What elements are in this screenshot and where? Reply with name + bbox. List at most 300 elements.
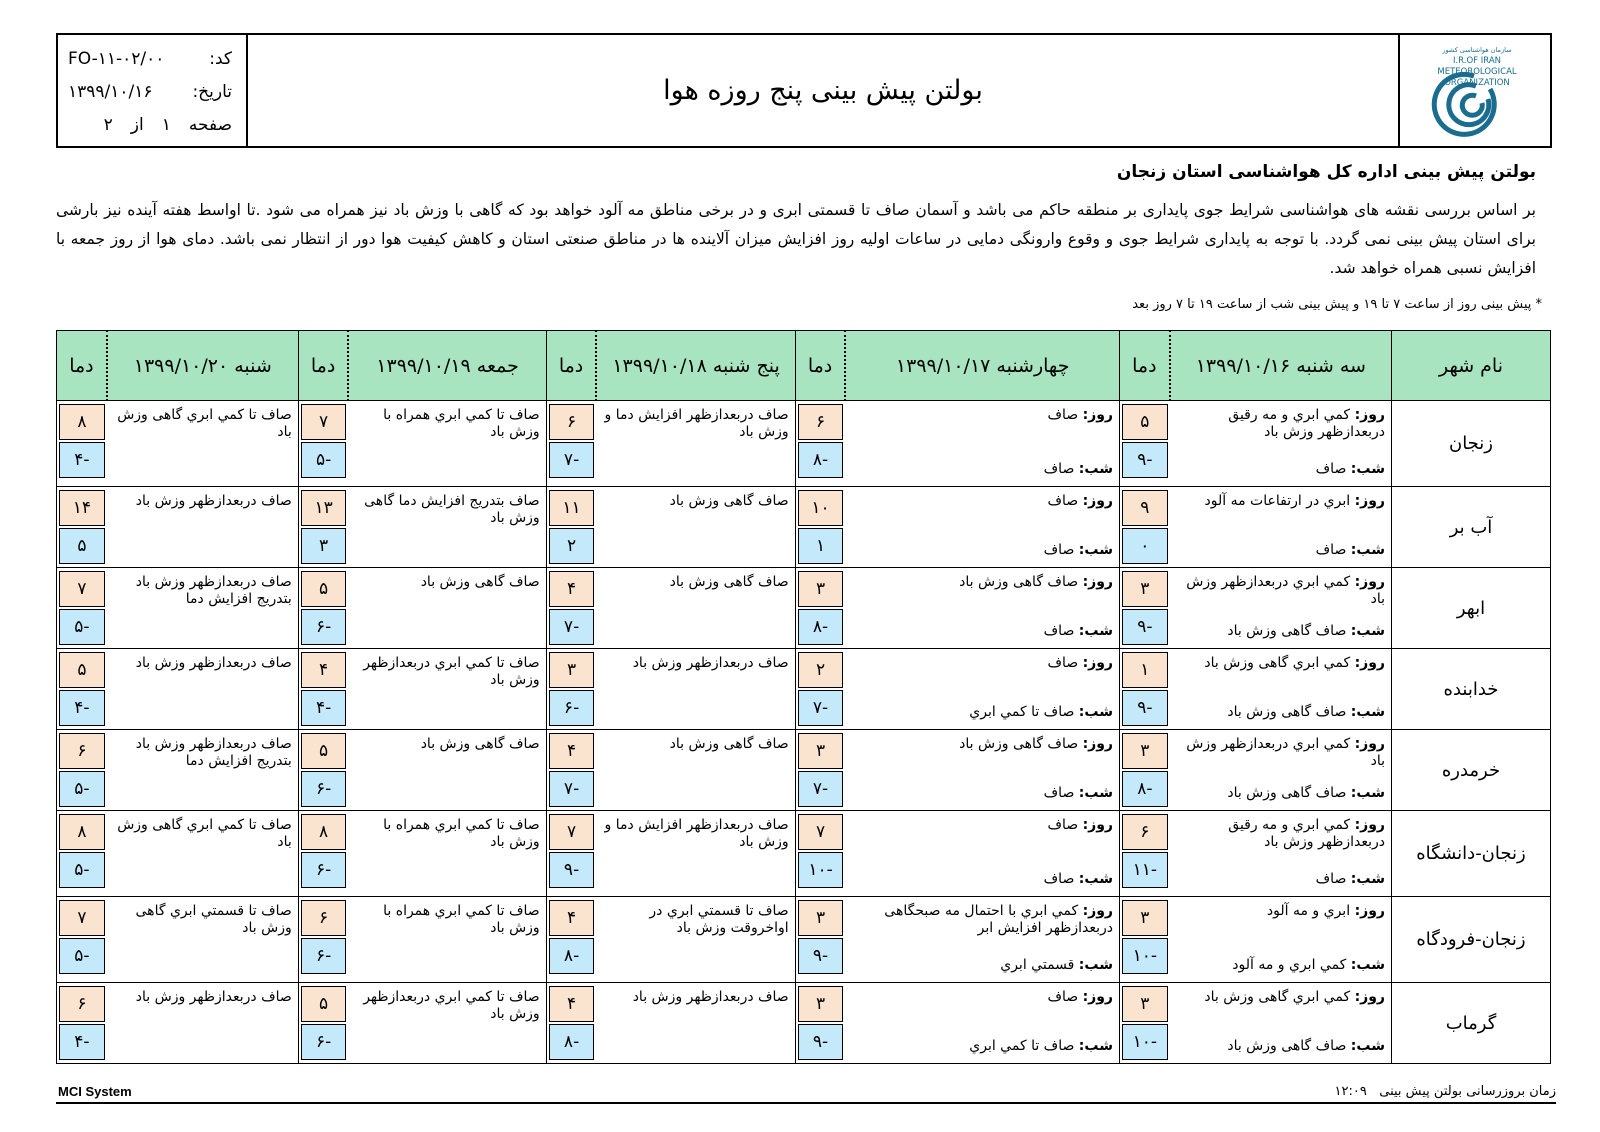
table-row	[57, 897, 1551, 983]
min-temperature: -۸	[798, 442, 844, 478]
day-forecast-text: كمي ابري گاهی وزش باد	[1204, 655, 1351, 671]
bulletin-heading: بولتن پیش بینی اداره کل هواشناسی استان زنجان	[1116, 162, 1536, 182]
min-temperature: -۱۰	[798, 852, 844, 888]
max-temperature: ۳	[798, 733, 844, 769]
min-temperature: -۵	[59, 771, 105, 807]
forecast-description	[107, 487, 298, 568]
night-forecast-text: صاف تا كمي ابري	[969, 1038, 1075, 1054]
night-forecast-text: صاف گاهی وزش باد	[1227, 704, 1347, 720]
forecast-description	[845, 568, 1119, 649]
forecast-description	[596, 897, 795, 983]
night-label: شب:	[1350, 704, 1385, 720]
forecast-text: صاف گاهی وزش باد	[669, 574, 789, 590]
day-forecast-text: صاف	[1047, 989, 1079, 1005]
night-forecast-text: صاف گاهی وزش باد	[1227, 785, 1347, 801]
temperature-pair	[299, 649, 349, 729]
day-forecast-text: كمي ابري با احتمال مه صبحگاهی دربعدازظهر افزایش ابر	[884, 903, 1113, 936]
forecast-description	[1170, 568, 1392, 649]
min-temperature: -۴	[59, 442, 105, 478]
table-row	[57, 730, 1551, 811]
day-forecast-text: ابري و مه آلود	[1266, 903, 1351, 919]
temperature-pair	[299, 401, 349, 481]
day-forecast-text: صاف	[1047, 655, 1079, 671]
min-temperature: -۶	[301, 938, 347, 974]
min-temperature: ۰	[1122, 528, 1168, 564]
temperature-cell	[57, 401, 107, 487]
night-forecast	[1174, 957, 1385, 974]
min-temperature: -۹	[1122, 442, 1168, 478]
forecast-description	[348, 897, 546, 983]
temperature-cell	[57, 649, 107, 730]
min-temperature: -۶	[301, 1024, 347, 1060]
temperature-pair	[57, 730, 107, 810]
night-forecast	[849, 871, 1113, 888]
city-name: زنجان	[1391, 401, 1550, 487]
min-temperature: -۵	[59, 609, 105, 645]
night-forecast-text: صاف	[1315, 871, 1347, 887]
min-temperature: -۴	[59, 1024, 105, 1060]
max-temperature: ۱۴	[59, 490, 105, 526]
temperature-cell	[57, 730, 107, 811]
night-forecast-text: صاف	[1315, 461, 1347, 477]
max-temperature: ۸	[301, 814, 347, 850]
max-temperature: ۶	[59, 733, 105, 769]
temperature-cell	[546, 649, 596, 730]
max-temperature: ۳	[798, 900, 844, 936]
night-label: شب:	[1350, 1038, 1385, 1054]
date-label: تاریخ:	[192, 82, 232, 102]
forecast-description	[596, 401, 795, 487]
day-forecast	[849, 574, 1113, 591]
night-forecast	[849, 542, 1113, 559]
day-label: روز:	[1082, 655, 1113, 671]
day-column-header: چهارشنبه ۱۳۹۹/۱۰/۱۷	[845, 331, 1119, 401]
forecast-description	[107, 401, 298, 487]
city-name: زنجان-دانشگاه	[1391, 811, 1550, 897]
max-temperature: ۹	[1122, 490, 1168, 526]
logo-english-line-3: ORGANIZATION	[1444, 78, 1510, 88]
temperature-pair	[1120, 897, 1170, 977]
page-row	[68, 109, 232, 142]
update-label: زمان بروزرسانی بولتن پیش بینی	[1379, 1084, 1556, 1099]
temperature-pair	[57, 649, 107, 729]
forecast-text: صاف دربعدازظهر وزش باد	[135, 655, 292, 671]
temperature-pair	[796, 811, 846, 891]
min-temperature: ۲	[549, 528, 595, 564]
table-row	[57, 568, 1551, 649]
temperature-cell	[1119, 983, 1169, 1064]
temperature-cell	[298, 568, 348, 649]
page-footer	[56, 1084, 1556, 1104]
day-column-header: جمعه ۱۳۹۹/۱۰/۱۹	[348, 331, 546, 401]
max-temperature: ۱	[1122, 652, 1168, 688]
code-value: FO-۱۱-۰۲/۰۰	[68, 49, 165, 69]
min-temperature: -۵	[59, 938, 105, 974]
forecast-text: صاف دربعدازظهر افزایش دما و وزش باد	[604, 407, 789, 440]
max-temperature: ۴	[549, 986, 595, 1022]
max-temperature: ۵	[1122, 404, 1168, 440]
forecast-description	[348, 649, 546, 730]
forecast-text: صاف گاهی وزش باد	[420, 736, 540, 752]
city-name: زنجان-فرودگاه	[1391, 897, 1550, 983]
forecast-text: صاف دربعدازظهر افزایش دما و وزش باد	[604, 817, 789, 850]
night-forecast-text: كمي ابري و مه آلود	[1232, 957, 1347, 973]
page-title: بولتن پیش بینی پنج روزه هوا	[246, 35, 1398, 146]
temperature-pair	[1120, 983, 1170, 1063]
temp-column-header: دما	[298, 331, 348, 401]
temperature-pair	[796, 983, 846, 1063]
document-meta	[58, 35, 246, 146]
max-temperature: ۷	[59, 900, 105, 936]
temperature-cell	[57, 568, 107, 649]
max-temperature: ۵	[59, 652, 105, 688]
forecast-text: صاف دربعدازظهر وزش باد بتدریج افزایش دما	[135, 736, 292, 769]
day-label: روز:	[1082, 989, 1113, 1005]
forecast-description	[107, 568, 298, 649]
city-name: ابهر	[1391, 568, 1550, 649]
temperature-pair	[547, 487, 597, 567]
forecast-text: صاف دربعدازظهر وزش باد	[135, 989, 292, 1005]
city-column-header: نام شهر	[1391, 331, 1550, 401]
forecast-description	[107, 897, 298, 983]
night-forecast-text: صاف	[1043, 785, 1075, 801]
forecast-text: صاف دربعدازظهر وزش باد	[632, 655, 789, 671]
max-temperature: ۷	[549, 814, 595, 850]
min-temperature: -۸	[549, 1024, 595, 1060]
city-name: گرماب	[1391, 983, 1550, 1064]
forecast-description	[845, 983, 1119, 1064]
max-temperature: ۳	[1122, 900, 1168, 936]
min-temperature: -۹	[1122, 609, 1168, 645]
day-forecast	[1174, 903, 1385, 920]
max-temperature: ۶	[798, 404, 844, 440]
temperature-pair	[299, 568, 349, 648]
day-forecast-text: كمي ابري دربعدازظهر وزش باد	[1186, 574, 1385, 607]
max-temperature: ۳	[1122, 733, 1168, 769]
forecast-description	[1170, 983, 1392, 1064]
temperature-cell	[298, 401, 348, 487]
min-temperature: -۷	[798, 690, 844, 726]
temperature-pair	[1120, 730, 1170, 810]
temperature-pair	[57, 811, 107, 891]
max-temperature: ۶	[301, 900, 347, 936]
code-row	[68, 43, 232, 76]
temperature-cell	[57, 983, 107, 1064]
night-label: شب:	[1350, 542, 1385, 558]
night-forecast	[1174, 704, 1385, 721]
night-forecast	[1174, 785, 1385, 802]
night-label: شب:	[1078, 461, 1113, 477]
table-row	[57, 401, 1551, 487]
temperature-cell	[1119, 730, 1169, 811]
temperature-pair	[57, 487, 107, 567]
temperature-pair	[796, 649, 846, 729]
table-row	[57, 983, 1551, 1064]
day-label: روز:	[1082, 736, 1113, 752]
logo-text	[1418, 45, 1536, 89]
min-temperature: -۶	[301, 771, 347, 807]
max-temperature: ۷	[798, 814, 844, 850]
page-current: ۱	[161, 115, 171, 135]
temperature-cell	[1119, 897, 1169, 983]
table-row	[57, 487, 1551, 568]
logo-persian-name: سازمان هواشناسی کشور	[1442, 46, 1512, 54]
forecast-text: صاف تا قسمتي ابري گاهی وزش باد	[135, 903, 292, 936]
temp-column-header: دما	[546, 331, 596, 401]
forecast-description	[348, 401, 546, 487]
day-column-header: سه شنبه ۱۳۹۹/۱۰/۱۶	[1170, 331, 1392, 401]
forecast-description	[107, 730, 298, 811]
forecast-description	[1170, 401, 1392, 487]
min-temperature: -۹	[798, 1024, 844, 1060]
forecast-text: صاف تا كمي ابري گاهی وزش باد	[117, 817, 292, 850]
temperature-pair	[547, 983, 597, 1063]
day-forecast-text: كمي ابري گاهی وزش باد	[1204, 989, 1351, 1005]
forecast-text: صاف تا كمي ابري دربعدازظهر وزش باد	[363, 655, 540, 688]
min-temperature: -۶	[301, 852, 347, 888]
forecast-description	[845, 487, 1119, 568]
temp-column-header: دما	[1119, 331, 1169, 401]
day-forecast-text: كمي ابري و مه رقيق دربعدازظهر وزش باد	[1228, 817, 1385, 850]
temperature-pair	[57, 401, 107, 481]
temperature-cell	[298, 487, 348, 568]
forecast-description	[845, 401, 1119, 487]
temperature-pair	[547, 401, 597, 481]
temperature-cell	[546, 487, 596, 568]
forecast-time-note: * پیش بینی روز از ساعت ۷ تا ۱۹ و پیش بینی شب از ساعت ۱۹ تا ۷ روز بعد	[1132, 297, 1542, 312]
day-forecast-text: صاف گاهی وزش باد	[959, 736, 1079, 752]
min-temperature: ۵	[59, 528, 105, 564]
max-temperature: ۲	[798, 652, 844, 688]
night-forecast	[1174, 623, 1385, 640]
temperature-cell	[546, 983, 596, 1064]
temp-column-header: دما	[57, 331, 107, 401]
city-name: خرمدره	[1391, 730, 1550, 811]
day-forecast-text: كمي ابري دربعدازظهر وزش باد	[1186, 736, 1385, 769]
day-forecast	[1174, 574, 1385, 608]
min-temperature: -۵	[301, 442, 347, 478]
temperature-cell	[298, 897, 348, 983]
min-temperature: -۱۱	[1122, 852, 1168, 888]
night-forecast-text: صاف	[1043, 871, 1075, 887]
temperature-pair	[547, 811, 597, 891]
min-temperature: ۱	[798, 528, 844, 564]
min-temperature: -۸	[798, 609, 844, 645]
forecast-text: صاف گاهی وزش باد	[669, 736, 789, 752]
min-temperature: -۹	[549, 852, 595, 888]
night-forecast-text: صاف	[1043, 542, 1075, 558]
min-temperature: -۴	[301, 690, 347, 726]
min-temperature: -۶	[549, 690, 595, 726]
forecast-description	[596, 730, 795, 811]
night-forecast	[1174, 871, 1385, 888]
day-forecast-text: صاف	[1047, 407, 1079, 423]
forecast-text: صاف دربعدازظهر وزش باد بتدریج افزایش دما	[135, 574, 292, 607]
temperature-cell	[298, 649, 348, 730]
min-temperature: -۵	[59, 852, 105, 888]
max-temperature: ۱۳	[301, 490, 347, 526]
day-column-header: پنج شنبه ۱۳۹۹/۱۰/۱۸	[596, 331, 795, 401]
max-temperature: ۸	[59, 814, 105, 850]
night-label: شب:	[1078, 785, 1113, 801]
max-temperature: ۶	[1122, 814, 1168, 850]
temperature-cell	[795, 811, 845, 897]
night-label: شب:	[1078, 704, 1113, 720]
day-forecast	[849, 655, 1113, 672]
forecast-text: صاف گاهی وزش باد	[420, 574, 540, 590]
night-forecast-text: صاف	[1043, 623, 1075, 639]
day-label: روز:	[1082, 493, 1113, 509]
forecast-text: صاف تا كمي ابري همراه با وزش باد	[383, 817, 540, 850]
temperature-pair	[796, 401, 846, 481]
system-name: MCI System	[58, 1084, 132, 1099]
temperature-cell	[1119, 401, 1169, 487]
day-label: روز:	[1354, 989, 1385, 1005]
day-label: روز:	[1354, 407, 1385, 423]
day-label: روز:	[1082, 574, 1113, 590]
day-forecast	[849, 989, 1113, 1006]
temperature-pair	[796, 897, 846, 977]
temperature-cell	[546, 897, 596, 983]
temperature-cell	[795, 487, 845, 568]
night-forecast	[849, 704, 1113, 721]
night-forecast-text: صاف گاهی وزش باد	[1227, 623, 1347, 639]
night-label: شب:	[1350, 461, 1385, 477]
night-label: شب:	[1078, 1038, 1113, 1054]
night-forecast	[1174, 542, 1385, 559]
temperature-pair	[1120, 401, 1170, 481]
temperature-pair	[547, 897, 597, 977]
temperature-pair	[1120, 811, 1170, 891]
forecast-description	[596, 487, 795, 568]
day-forecast-text: صاف	[1047, 817, 1079, 833]
table-row	[57, 811, 1551, 897]
min-temperature: ۳	[301, 528, 347, 564]
day-forecast	[849, 493, 1113, 510]
day-forecast	[1174, 655, 1385, 672]
night-label: شب:	[1350, 957, 1385, 973]
temperature-cell	[57, 897, 107, 983]
forecast-description	[845, 649, 1119, 730]
code-label: کد:	[209, 49, 232, 69]
temperature-pair	[299, 487, 349, 567]
date-value: ۱۳۹۹/۱۰/۱۶	[68, 82, 153, 102]
forecast-text: صاف دربعدازظهر وزش باد	[135, 493, 292, 509]
min-temperature: -۸	[1122, 771, 1168, 807]
forecast-description	[596, 811, 795, 897]
forecast-description	[596, 649, 795, 730]
temperature-cell	[795, 983, 845, 1064]
night-label: شب:	[1350, 871, 1385, 887]
day-forecast	[1174, 407, 1385, 441]
max-temperature: ۷	[59, 571, 105, 607]
temperature-pair	[796, 568, 846, 648]
day-forecast	[1174, 736, 1385, 770]
night-forecast-text: قسمتي ابري	[1000, 957, 1075, 973]
forecast-text: صاف تا كمي ابري گاهی وزش باد	[117, 407, 292, 440]
day-forecast	[1174, 817, 1385, 851]
max-temperature: ۴	[549, 900, 595, 936]
day-label: روز:	[1354, 655, 1385, 671]
day-column-header: شنبه ۱۳۹۹/۱۰/۲۰	[107, 331, 298, 401]
max-temperature: ۵	[301, 733, 347, 769]
temperature-cell	[795, 401, 845, 487]
city-name: خدابنده	[1391, 649, 1550, 730]
night-forecast	[849, 785, 1113, 802]
night-forecast	[849, 1038, 1113, 1055]
temperature-pair	[299, 983, 349, 1063]
temperature-pair	[1120, 649, 1170, 729]
min-temperature: -۸	[549, 938, 595, 974]
page-of: از	[130, 115, 144, 135]
night-forecast-text: صاف گاهی وزش باد	[1227, 1038, 1347, 1054]
max-temperature: ۴	[301, 652, 347, 688]
max-temperature: ۳	[798, 571, 844, 607]
table-row	[57, 649, 1551, 730]
forecast-description	[107, 811, 298, 897]
day-forecast-text: صاف	[1047, 493, 1079, 509]
day-label: روز:	[1354, 903, 1385, 919]
temperature-pair	[57, 568, 107, 648]
max-temperature: ۶	[549, 404, 595, 440]
temperature-cell	[795, 897, 845, 983]
night-label: شب:	[1078, 623, 1113, 639]
page-total: ۲	[103, 115, 113, 135]
forecast-text: صاف تا كمي ابري همراه با وزش باد	[383, 407, 540, 440]
forecast-description	[1170, 730, 1392, 811]
day-label: روز:	[1354, 817, 1385, 833]
forecast-description	[845, 897, 1119, 983]
max-temperature: ۴	[549, 571, 595, 607]
temperature-cell	[795, 649, 845, 730]
day-forecast-text: صاف گاهی وزش باد	[959, 574, 1079, 590]
forecast-description	[845, 730, 1119, 811]
min-temperature: -۹	[798, 938, 844, 974]
forecast-description	[1170, 487, 1392, 568]
temperature-pair	[57, 983, 107, 1063]
page-label: صفحه	[188, 115, 232, 135]
max-temperature: ۷	[301, 404, 347, 440]
forecast-text: صاف تا كمي ابري دربعدازظهر وزش باد	[363, 989, 540, 1022]
day-label: روز:	[1354, 736, 1385, 752]
city-name: آب بر	[1391, 487, 1550, 568]
temperature-cell	[298, 811, 348, 897]
night-label: شب:	[1350, 785, 1385, 801]
min-temperature: -۷	[549, 771, 595, 807]
forecast-description	[1170, 897, 1392, 983]
max-temperature: ۴	[549, 733, 595, 769]
forecast-description	[1170, 811, 1392, 897]
temperature-pair	[796, 487, 846, 567]
night-forecast	[849, 461, 1113, 478]
night-forecast	[1174, 461, 1385, 478]
min-temperature: -۱۰	[1122, 1024, 1168, 1060]
temperature-pair	[547, 730, 597, 810]
night-forecast	[849, 623, 1113, 640]
day-label: روز:	[1082, 903, 1113, 919]
forecast-description	[596, 983, 795, 1064]
min-temperature: -۷	[798, 771, 844, 807]
night-label: شب:	[1078, 957, 1113, 973]
forecast-description	[348, 487, 546, 568]
night-forecast-text: صاف تا كمي ابري	[969, 704, 1075, 720]
forecast-description	[596, 568, 795, 649]
forecast-text: صاف دربعدازظهر وزش باد	[632, 989, 789, 1005]
max-temperature: ۱۰	[798, 490, 844, 526]
night-forecast-text: صاف	[1315, 542, 1347, 558]
forecast-description	[348, 568, 546, 649]
logo-english-line-1: I.R.OF IRAN	[1452, 56, 1502, 66]
